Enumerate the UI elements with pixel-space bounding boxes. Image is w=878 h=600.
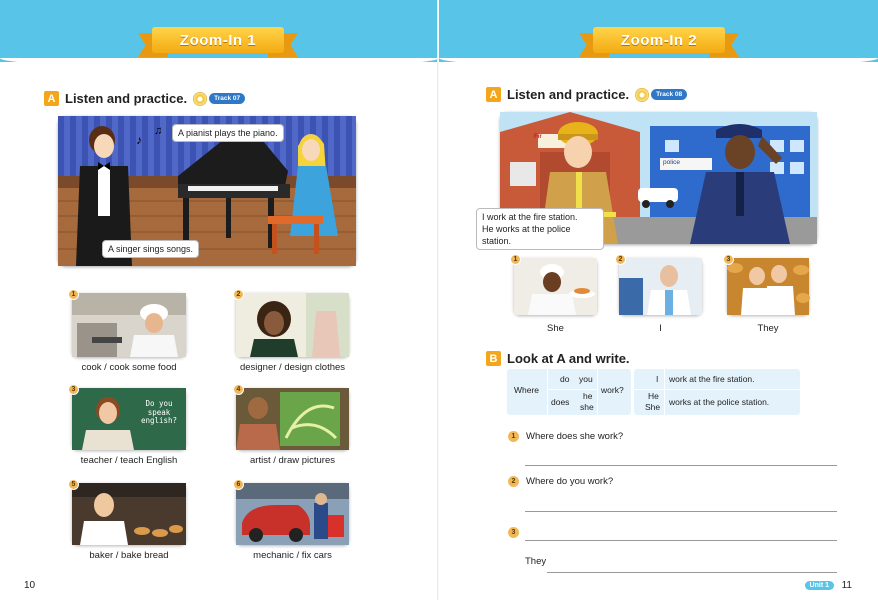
grammar-word: I bbox=[656, 374, 659, 384]
track-badge[interactable]: Track 08 bbox=[651, 89, 687, 100]
designer-photo bbox=[236, 293, 349, 357]
item-number: 1 bbox=[68, 289, 79, 300]
audio-cd-icon[interactable] bbox=[193, 92, 207, 106]
banner-ribbon bbox=[138, 27, 298, 57]
question-number: 2 bbox=[508, 476, 519, 487]
bakers-photo bbox=[727, 258, 809, 315]
grammar-answer-box bbox=[634, 369, 800, 415]
answer-prefix: They bbox=[525, 556, 547, 567]
piano-scene-illustration bbox=[58, 116, 356, 266]
question-number: 1 bbox=[508, 431, 519, 442]
section-letter: B bbox=[486, 351, 501, 366]
section-title: Look at A and write. bbox=[507, 351, 630, 366]
question bbox=[508, 476, 613, 487]
unit-badge: Unit 1 bbox=[805, 581, 834, 590]
item-caption: cook / cook some food bbox=[81, 362, 177, 373]
grammar-word: you bbox=[579, 374, 593, 384]
question-text: Where do you work? bbox=[526, 476, 614, 487]
answer-line[interactable] bbox=[525, 511, 837, 512]
grammar-word: He bbox=[648, 391, 659, 401]
grammar-word: does bbox=[551, 397, 570, 407]
right-page bbox=[439, 0, 878, 600]
section-letter: A bbox=[44, 91, 59, 106]
item-number: 2 bbox=[233, 289, 244, 300]
photo-number: 1 bbox=[510, 254, 521, 265]
item-number: 4 bbox=[233, 384, 244, 395]
scene-speech-bubble bbox=[476, 208, 604, 250]
section-letter: A bbox=[486, 87, 501, 102]
photo-number: 2 bbox=[615, 254, 626, 265]
grammar-word: work at the fire station. bbox=[669, 374, 755, 384]
section-title: Listen and practice. bbox=[507, 87, 630, 102]
grammar-word: She bbox=[645, 402, 661, 412]
baker-photo bbox=[72, 483, 186, 545]
banner-title: Zoom-In 2 bbox=[593, 27, 725, 53]
scene-speech-bubble: A singer sings songs. bbox=[102, 240, 199, 258]
svg-text:♪: ♪ bbox=[136, 133, 142, 147]
artist-photo bbox=[236, 388, 349, 450]
item-number: 5 bbox=[68, 479, 79, 490]
grammar-question-box bbox=[507, 369, 631, 415]
fire-police-scene-illustration bbox=[482, 112, 817, 247]
item-caption: teacher / teach English bbox=[80, 455, 178, 466]
grammar-word: work? bbox=[601, 385, 624, 395]
photo-caption: She bbox=[547, 323, 564, 334]
doctor-photo bbox=[619, 258, 702, 315]
item-caption: designer / design clothes bbox=[239, 362, 346, 373]
fire-station-sign: Fir bbox=[534, 134, 542, 140]
answer-line[interactable] bbox=[525, 540, 837, 541]
bubble-line: I work at the fire station. bbox=[482, 212, 578, 222]
item-caption: mechanic / fix cars bbox=[253, 550, 332, 561]
item-number: 6 bbox=[233, 479, 244, 490]
grammar-word: she bbox=[580, 402, 594, 412]
svg-text:♫: ♫ bbox=[154, 125, 163, 137]
grammar-word: do bbox=[560, 374, 570, 384]
section-title: Listen and practice. bbox=[65, 91, 188, 106]
section-a-header bbox=[486, 87, 687, 102]
answer-line[interactable] bbox=[547, 572, 837, 573]
section-a-header bbox=[44, 91, 245, 106]
question bbox=[508, 527, 526, 538]
banner-ribbon bbox=[579, 27, 739, 57]
photo-caption: I bbox=[659, 323, 662, 334]
grammar-word: he bbox=[583, 391, 593, 401]
item-caption: baker / bake bread bbox=[89, 550, 169, 561]
question-text: Where does she work? bbox=[526, 431, 624, 442]
bubble-line: He works at the police station. bbox=[482, 224, 571, 247]
chalkboard-text: Do you speak english? bbox=[140, 399, 178, 426]
police-station-sign: police bbox=[663, 159, 680, 166]
photo-number: 3 bbox=[723, 254, 734, 265]
banner-title: Zoom-In 1 bbox=[152, 27, 284, 53]
cook-photo bbox=[72, 293, 186, 357]
grammar-word: works at the police station. bbox=[669, 397, 770, 407]
grammar-word: Where bbox=[514, 385, 540, 395]
chef-photo bbox=[514, 258, 597, 315]
item-number: 3 bbox=[68, 384, 79, 395]
page-number: 11 bbox=[841, 580, 852, 591]
photo-caption: They bbox=[757, 323, 779, 334]
page-number: 10 bbox=[24, 580, 36, 591]
track-badge[interactable]: Track 07 bbox=[209, 93, 245, 104]
answer-line[interactable] bbox=[525, 465, 837, 466]
audio-cd-icon[interactable] bbox=[635, 88, 649, 102]
question-number: 3 bbox=[508, 527, 519, 538]
mechanic-photo bbox=[236, 483, 349, 545]
question bbox=[508, 431, 623, 442]
section-b-header bbox=[486, 351, 630, 366]
item-caption: artist / draw pictures bbox=[250, 455, 335, 466]
scene-speech-bubble: A pianist plays the piano. bbox=[172, 124, 284, 142]
teacher-photo bbox=[72, 388, 186, 450]
